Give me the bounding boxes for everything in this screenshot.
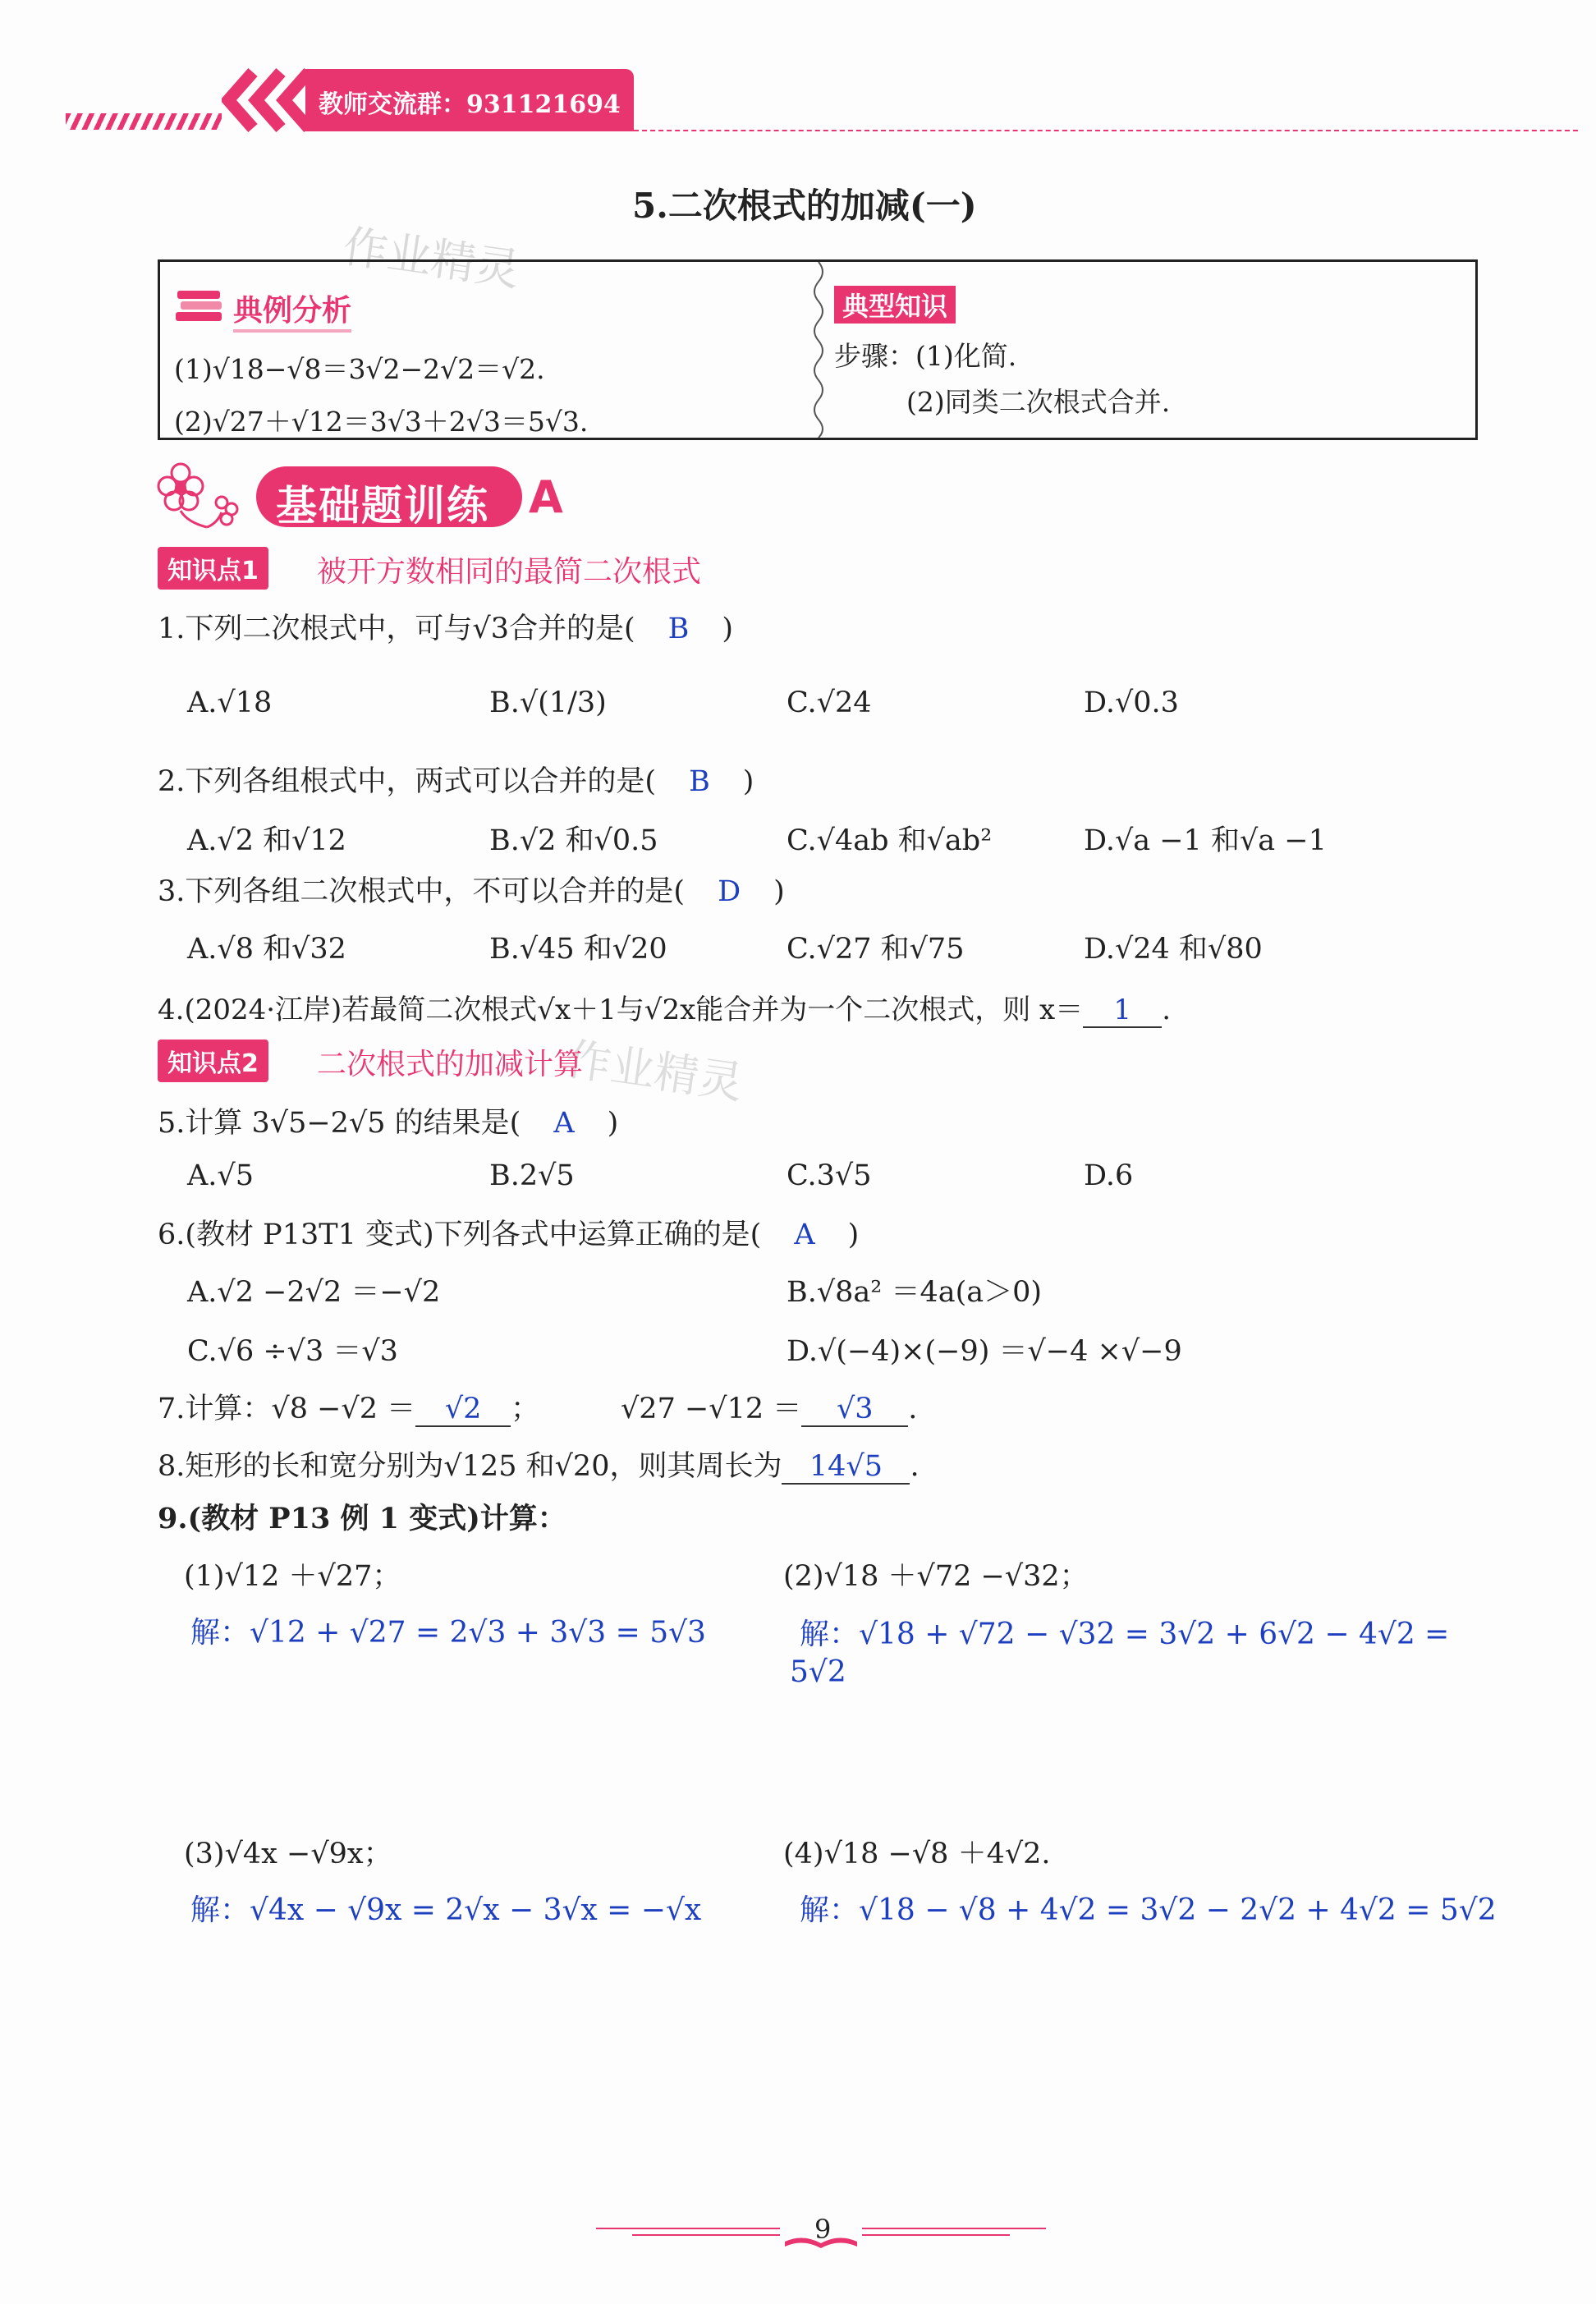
- teacher-group-label: 教师交流群：931121694: [319, 90, 621, 119]
- q7-stem-b: √27 −√12 ＝: [621, 1393, 802, 1425]
- q1-option-d: D.√0.3: [1084, 686, 1179, 719]
- q9-part-2-solution: 解：√18 + √72 − √32 = 3√2 + 6√2 − 4√2 =: [800, 1618, 1450, 1651]
- section-title: 基础题训练: [276, 482, 489, 530]
- q3-option-d: D.√24 和√80: [1084, 933, 1263, 966]
- q2-option-a: A.√2 和√12: [187, 824, 346, 857]
- q9-part-2-solution-cont: 5√2: [790, 1655, 846, 1689]
- q2-option-c: C.√4ab 和√ab²: [787, 824, 993, 857]
- q3-stem-line: 3.下列各组二次根式中，不可以合并的是( D ): [158, 875, 785, 908]
- q6-option-c: C.√6 ÷√3 ＝√3: [187, 1335, 398, 1368]
- q3-option-c: C.√27 和√75: [787, 933, 965, 966]
- q7-line-b: √27 −√12 ＝ √3 .: [621, 1393, 918, 1425]
- kp2-title: 二次根式的加减计算: [317, 1048, 584, 1081]
- section-level: A: [529, 471, 563, 523]
- q9-stem: 9.(教材 P13 例 1 变式)计算：: [158, 1502, 566, 1535]
- example-analysis-title: 典例分析: [233, 287, 351, 333]
- q4-stem: 4.(2024·江岸)若最简二次根式√x＋1与√2x能合并为一个二次根式，则 x＝: [158, 994, 1084, 1026]
- q9-part-2-label: (2)√18 ＋√72 −√32；: [783, 1560, 1089, 1593]
- kp1-badge: 知识点1: [158, 547, 268, 590]
- kp2-badge: 知识点2: [158, 1040, 268, 1082]
- header-stripes: [66, 113, 222, 130]
- q9-part-1-label: (1)√12 ＋√27；: [184, 1560, 401, 1593]
- q7-answer-a: √2: [415, 1393, 511, 1427]
- typical-knowledge-title: 典型知识: [834, 286, 956, 324]
- page-title: 5.二次根式的加减(一): [632, 186, 977, 226]
- q9-part-3-solution: 解：√4x − √9x = 2√x − 3√x = −√x: [190, 1893, 702, 1927]
- q2-stem-line: 2.下列各组根式中，两式可以合并的是( B ): [158, 765, 754, 798]
- page-number: 9: [814, 2214, 832, 2245]
- q5-stem: 5.计算 3√5−2√5 的结果是(: [158, 1107, 521, 1140]
- q6-stem-line: 6.(教材 P13T1 变式)下列各式中运算正确的是( A ): [158, 1219, 860, 1251]
- q5-option-c: C.3√5: [787, 1159, 872, 1192]
- q2-option-b: B.√2 和√0.5: [489, 824, 658, 857]
- q7-answer-b: √3: [801, 1393, 908, 1427]
- q9-part-3-label: (3)√4x −√9x；: [184, 1838, 392, 1870]
- q2-answer: B: [689, 765, 710, 798]
- q6-answer: A: [794, 1219, 815, 1251]
- q8-stem: 8.矩形的长和宽分别为√125 和√20，则其周长为: [158, 1450, 782, 1483]
- q1-stem-line: 1.下列二次根式中，可与√3合并的是( B ): [158, 613, 734, 645]
- example-line-1: (1)√18−√8＝3√2−2√2＝√2.: [174, 353, 545, 385]
- header-chevrons: [222, 67, 312, 136]
- q6-stem: 6.(教材 P13T1 变式)下列各式中运算正确的是(: [158, 1219, 762, 1251]
- q4-answer: 1: [1083, 994, 1162, 1028]
- q2-option-d: D.√a −1 和√a −1: [1084, 824, 1327, 857]
- q3-answer: D: [718, 875, 741, 908]
- q1-stem: 1.下列二次根式中，可与√3合并的是(: [158, 613, 635, 645]
- q5-option-a: A.√5: [187, 1159, 254, 1192]
- q4-line: 4.(2024·江岸)若最简二次根式√x＋1与√2x能合并为一个二次根式，则 x＝ 1 .: [158, 994, 1172, 1026]
- q9-part-1-solution: 解：√12 + √27 = 2√3 + 3√3 = 5√3: [190, 1616, 706, 1650]
- q5-stem-line: 5.计算 3√5−2√5 的结果是( A ): [158, 1107, 619, 1140]
- q6-option-a: A.√2 −2√2 ＝−√2: [187, 1276, 441, 1309]
- kp1-title: 被开方数相同的最简二次根式: [317, 555, 702, 589]
- q6-option-b: B.√8a² ＝4a(a＞0): [787, 1276, 1043, 1309]
- q8-line: 8.矩形的长和宽分别为√125 和√20，则其周长为 14√5 .: [158, 1450, 920, 1483]
- watermark: 作业精灵: [563, 1033, 746, 1109]
- knowledge-step-2: (2)同类二次根式合并.: [906, 386, 1171, 418]
- q8-answer: 14√5: [782, 1450, 910, 1485]
- q3-stem: 3.下列各组二次根式中，不可以合并的是(: [158, 875, 686, 908]
- books-icon: [174, 287, 225, 328]
- q9-part-4-solution: 解：√18 − √8 + 4√2 = 3√2 − 2√2 + 4√2 = 5√2: [800, 1893, 1497, 1927]
- q3-option-a: A.√8 和√32: [187, 933, 346, 966]
- q1-option-a: A.√18: [187, 686, 273, 719]
- q1-answer: B: [667, 613, 690, 645]
- q2-stem: 2.下列各组根式中，两式可以合并的是(: [158, 765, 657, 798]
- q1-option-b: B.√(1/3): [489, 686, 607, 719]
- q7-line-a: 7.计算：√8 −√2 ＝ √2 ；: [158, 1393, 540, 1425]
- q7-stem-a: 7.计算：√8 −√2 ＝: [158, 1393, 416, 1425]
- q1-option-c: C.√24: [787, 686, 872, 719]
- knowledge-step-1: 步骤：(1)化简.: [834, 340, 1017, 372]
- q6-option-d: D.√(−4)×(−9) ＝√−4 ×√−9: [787, 1335, 1182, 1368]
- example-box-divider: [809, 262, 833, 441]
- q5-option-b: B.2√5: [489, 1159, 575, 1192]
- q5-answer: A: [553, 1107, 575, 1140]
- q3-option-b: B.√45 和√20: [489, 933, 667, 966]
- example-line-2: (2)√27＋√12＝3√3＋2√3＝5√3.: [174, 406, 589, 438]
- q9-part-4-label: (4)√18 −√8 ＋4√2.: [783, 1838, 1051, 1870]
- watermark: 作业精灵: [340, 220, 523, 296]
- q5-option-d: D.6: [1084, 1159, 1134, 1192]
- flower-icon: [156, 461, 246, 535]
- header-dashed-line: [634, 130, 1578, 131]
